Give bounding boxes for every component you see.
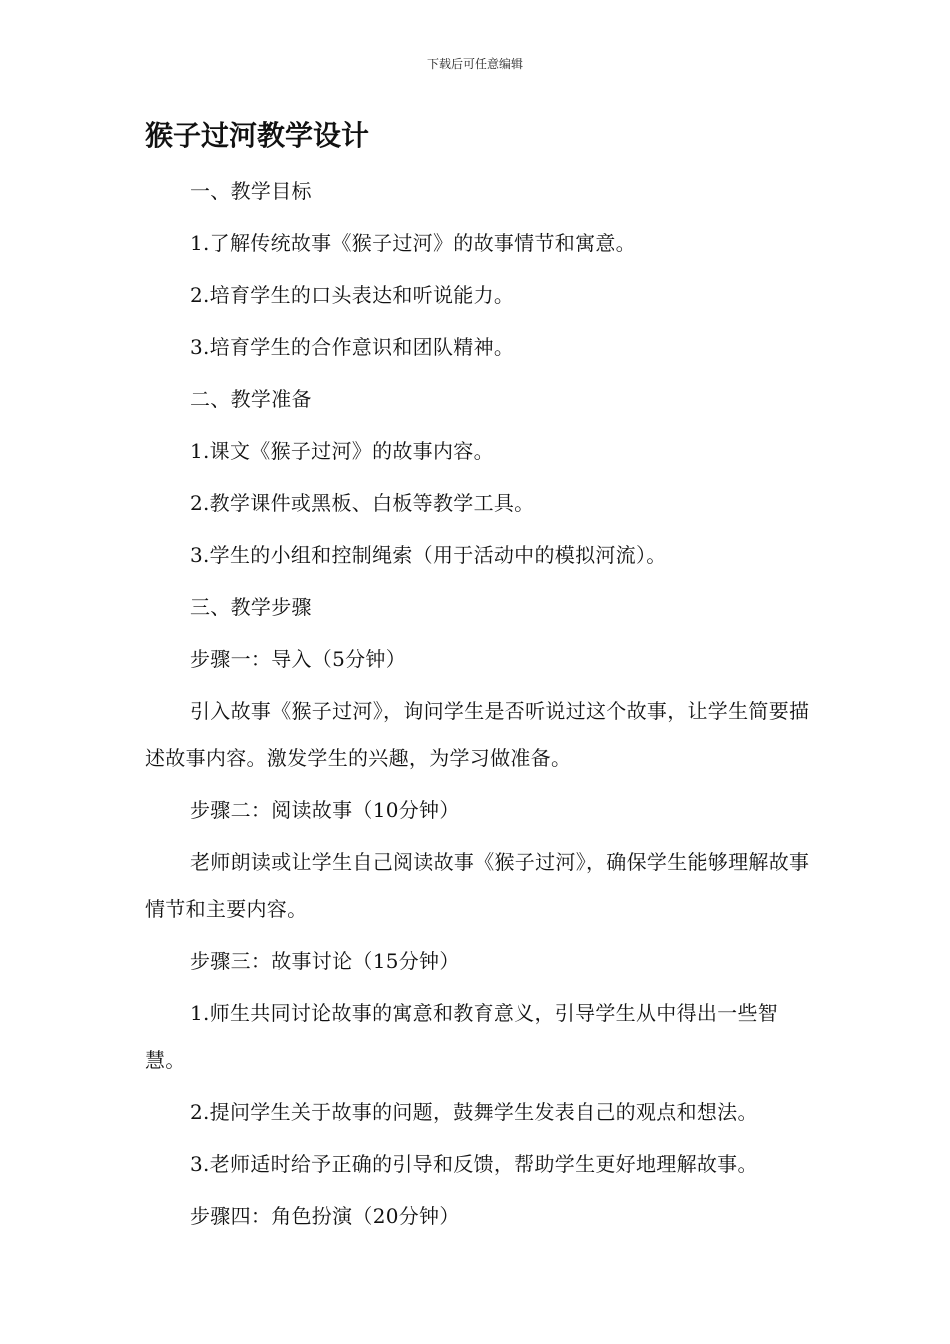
prep-item-3: 3.学生的小组和控制绳索（用于活动中的模拟河流）。 [190, 543, 667, 567]
document-title: 猴子过河教学设计 [145, 119, 370, 152]
step-3-item-2: 2.提问学生关于故事的问题，鼓舞学生发表自己的观点和想法。 [190, 1100, 758, 1124]
step-2-heading: 步骤二：阅读故事（10分钟） [190, 798, 460, 822]
step-4-heading: 步骤四：角色扮演（20分钟） [190, 1204, 460, 1228]
section-heading-steps: 三、教学步骤 [190, 595, 312, 619]
page-header-note: 下载后可任意编辑 [426, 57, 523, 71]
section-heading-goals: 一、教学目标 [190, 179, 312, 203]
step-2-text: 老师朗读或让学生自己阅读故事《猴子过河》，确保学生能够理解故事情节和主要内容。 [145, 850, 810, 921]
step-3-item-1: 1.师生共同讨论故事的寓意和教育意义，引导学生从中得出一些智慧。 [145, 1001, 779, 1072]
prep-item-1: 1.课文《猴子过河》的故事内容。 [190, 439, 494, 463]
document-body [145, 166, 810, 1243]
goal-item-2: 2.培育学生的口头表达和听说能力。 [190, 283, 515, 307]
section-heading-preparation: 二、教学准备 [190, 387, 312, 411]
prep-item-2: 2.教学课件或黑板、白板等教学工具。 [190, 491, 535, 515]
step-1-text: 引入故事《猴子过河》，询问学生是否听说过这个故事，让学生简要描述故事内容。激发学生的兴趣，为学习做准备。 [145, 699, 810, 770]
step-3-item-3: 3.老师适时给予正确的引导和反馈，帮助学生更好地理解故事。 [190, 1152, 758, 1176]
step-3-heading: 步骤三：故事讨论（15分钟） [190, 949, 460, 973]
step-1-heading: 步骤一：导入（5分钟） [190, 647, 407, 671]
goal-item-3: 3.培育学生的合作意识和团队精神。 [190, 335, 515, 359]
goal-item-1: 1.了解传统故事《猴子过河》的故事情节和寓意。 [190, 231, 636, 255]
